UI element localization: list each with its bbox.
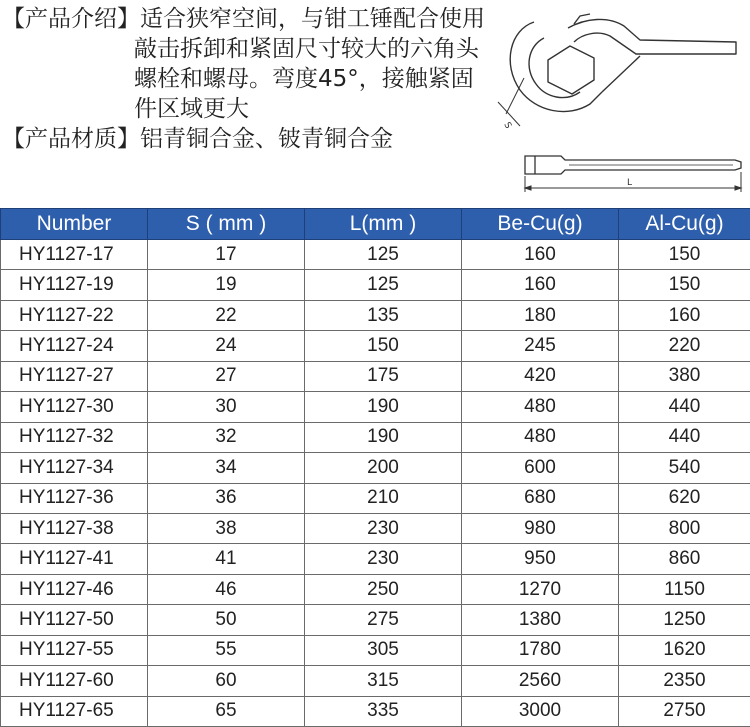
cell-number: HY1127-65 [1,696,148,726]
cell-number: HY1127-55 [1,635,148,665]
cell-s: 38 [148,513,305,543]
cell-al-cu: 860 [619,544,750,574]
cell-be-cu: 680 [462,483,619,513]
table-row [1,331,750,361]
table-row [1,483,750,513]
cell-l: 125 [305,240,462,270]
cell-s: 34 [148,453,305,483]
table-row [1,392,750,422]
table-row [1,361,750,391]
cell-be-cu: 1780 [462,635,619,665]
cell-be-cu: 180 [462,300,619,330]
cell-be-cu: 160 [462,240,619,270]
header-s-mm: S ( mm ) [148,209,305,240]
cell-be-cu: 480 [462,392,619,422]
intro-line-2: 敲击拆卸和紧固尺寸较大的六角头 [2,34,502,64]
cell-al-cu: 440 [619,392,750,422]
wrench-top-drawing [515,148,747,196]
cell-al-cu: 380 [619,361,750,391]
cell-s: 24 [148,331,305,361]
cell-l: 250 [305,574,462,604]
cell-al-cu: 620 [619,483,750,513]
dimension-s-label: S [501,121,513,131]
cell-l: 275 [305,605,462,635]
cell-s: 19 [148,270,305,300]
material-line: 【产品材质】铝青铜合金、铍青铜合金 [2,124,502,154]
product-intro [2,4,502,154]
cell-l: 305 [305,635,462,665]
cell-al-cu: 150 [619,270,750,300]
table-row [1,635,750,665]
cell-al-cu: 150 [619,240,750,270]
table-row [1,422,750,452]
cell-s: 30 [148,392,305,422]
spec-table [0,208,750,727]
cell-l: 335 [305,696,462,726]
cell-be-cu: 245 [462,331,619,361]
header-l-mm: L(mm ) [305,209,462,240]
table-row [1,453,750,483]
table-row [1,574,750,604]
table-row [1,696,750,726]
cell-s: 46 [148,574,305,604]
table-row [1,544,750,574]
cell-number: HY1127-32 [1,422,148,452]
wrench-side-drawing [490,6,740,131]
cell-s: 27 [148,361,305,391]
cell-number: HY1127-41 [1,544,148,574]
intro-line-3: 螺栓和螺母。弯度45°，接触紧固 [2,64,502,94]
table-row [1,270,750,300]
cell-be-cu: 950 [462,544,619,574]
cell-s: 36 [148,483,305,513]
cell-s: 50 [148,605,305,635]
cell-be-cu: 160 [462,270,619,300]
table-body [1,240,750,727]
intro-line-1: 【产品介绍】适合狭窄空间，与钳工锤配合使用 [2,4,502,34]
table-header-row [1,209,750,240]
cell-number: HY1127-30 [1,392,148,422]
cell-al-cu: 220 [619,331,750,361]
cell-al-cu: 2750 [619,696,750,726]
cell-be-cu: 1380 [462,605,619,635]
cell-number: HY1127-19 [1,270,148,300]
table-row [1,300,750,330]
cell-l: 210 [305,483,462,513]
cell-al-cu: 2350 [619,666,750,696]
table-row [1,605,750,635]
cell-be-cu: 480 [462,422,619,452]
cell-be-cu: 980 [462,513,619,543]
cell-l: 150 [305,331,462,361]
cell-al-cu: 1250 [619,605,750,635]
dimension-l-label: L [627,178,632,188]
cell-al-cu: 160 [619,300,750,330]
cell-number: HY1127-22 [1,300,148,330]
cell-al-cu: 540 [619,453,750,483]
cell-l: 190 [305,392,462,422]
cell-number: HY1127-27 [1,361,148,391]
cell-number: HY1127-50 [1,605,148,635]
cell-s: 32 [148,422,305,452]
cell-number: HY1127-36 [1,483,148,513]
intro-line-4: 件区域更大 [2,94,502,124]
header-al-cu: Al-Cu(g) [619,209,750,240]
cell-s: 65 [148,696,305,726]
table-row [1,666,750,696]
cell-number: HY1127-34 [1,453,148,483]
cell-be-cu: 420 [462,361,619,391]
cell-s: 55 [148,635,305,665]
cell-number: HY1127-38 [1,513,148,543]
cell-l: 125 [305,270,462,300]
cell-be-cu: 3000 [462,696,619,726]
cell-be-cu: 1270 [462,574,619,604]
cell-l: 135 [305,300,462,330]
cell-s: 60 [148,666,305,696]
header-be-cu: Be-Cu(g) [462,209,619,240]
cell-al-cu: 800 [619,513,750,543]
cell-number: HY1127-24 [1,331,148,361]
cell-l: 175 [305,361,462,391]
cell-s: 17 [148,240,305,270]
cell-number: HY1127-17 [1,240,148,270]
cell-al-cu: 440 [619,422,750,452]
cell-l: 190 [305,422,462,452]
cell-s: 22 [148,300,305,330]
table-row [1,240,750,270]
cell-number: HY1127-60 [1,666,148,696]
cell-be-cu: 600 [462,453,619,483]
cell-l: 230 [305,544,462,574]
cell-number: HY1127-46 [1,574,148,604]
cell-l: 200 [305,453,462,483]
cell-be-cu: 2560 [462,666,619,696]
header-number: Number [1,209,148,240]
cell-al-cu: 1150 [619,574,750,604]
cell-s: 41 [148,544,305,574]
cell-l: 315 [305,666,462,696]
cell-l: 230 [305,513,462,543]
table-row [1,513,750,543]
cell-al-cu: 1620 [619,635,750,665]
